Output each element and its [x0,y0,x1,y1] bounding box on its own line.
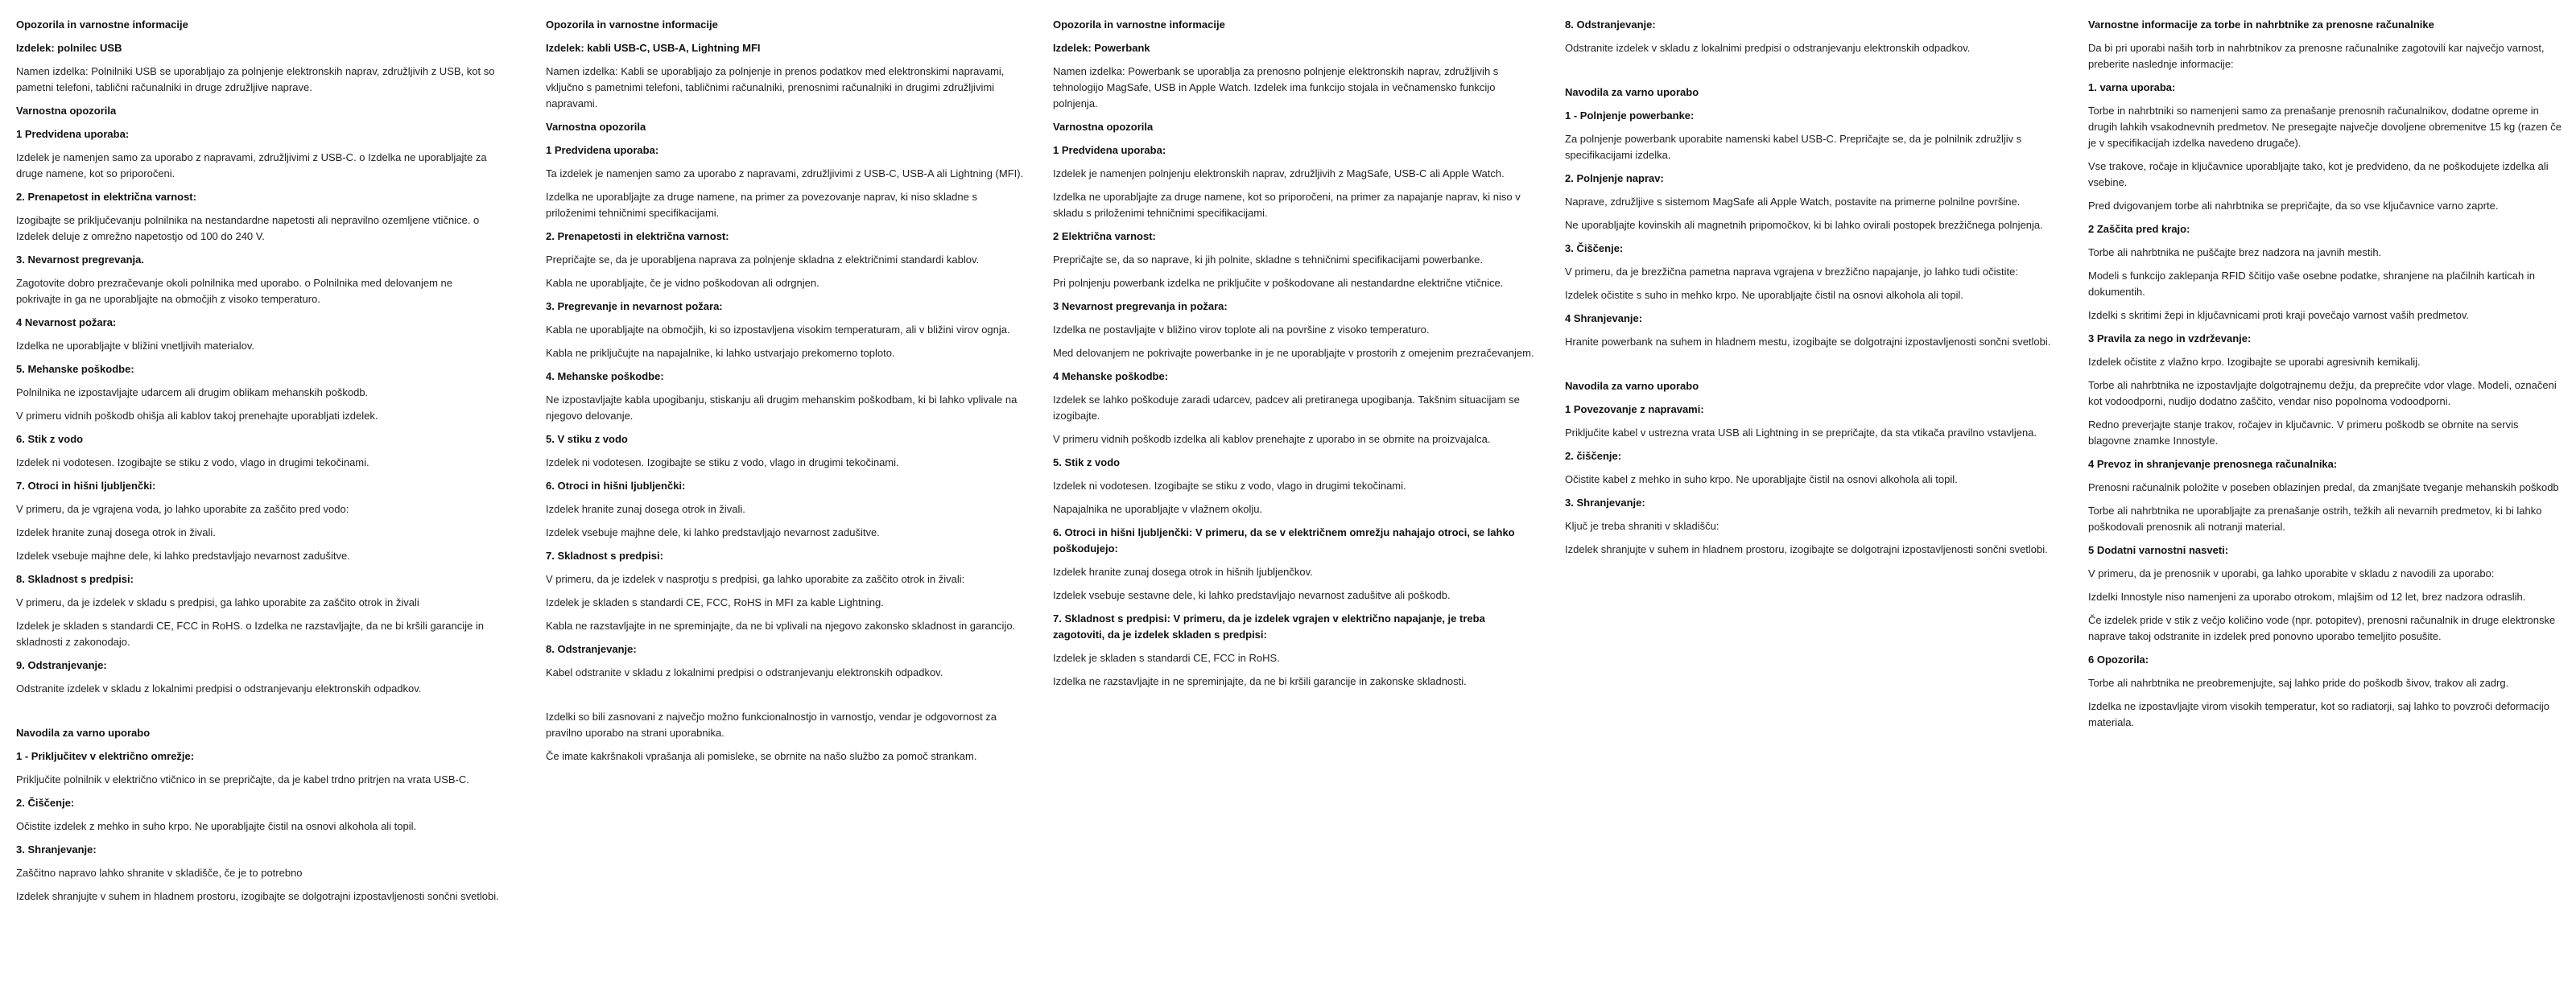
paragraph: V primeru, da je vgrajena voda, jo lahko uporabite za zaščito pred vodo: [16,503,349,515]
paragraph: Torbe ali nahrbtnika ne preobremenjujte, saj lahko pride do poškodb šivov, trakov ali zadrg. [2088,677,2509,689]
section-spacer [1565,357,2054,378]
section-heading: 1 Predvidena uporaba: [546,144,659,156]
section-heading: Varnostna opozorila [1053,121,1154,133]
section-heading: 6. Otroci in hišni ljubljenčki: [546,480,686,492]
paragraph: Očistite kabel z mehko in suho krpo. Ne uporabljajte čistil na osnovi alkohola ali topil. [1565,473,1958,485]
paragraph: Izdelek je skladen s standardi CE, FCC, RoHS in MFI za kable Lightning. [546,596,884,608]
paragraph: V primeru, da je prenosnik v uporabi, ga lahko uporabite v skladu z navodili za uporabo: [2088,567,2495,579]
section-heading: 2 Električna varnost: [1053,230,1156,242]
paragraph: Izdelek očistite s suho in mehko krpo. Ne uporabljajte čistil na osnovi alkohola ali topil. [1565,289,1963,301]
paragraph: Pri polnjenju powerbank izdelka ne priključite v poškodovane ali nestandardne električne vtičnice. [1053,277,1504,289]
section-heading: Izdelek: Powerbank [1053,42,1150,54]
paragraph: Prepričajte se, da je uporabljena naprava za polnjenje skladna z električnimi standardi kablov. [546,254,980,266]
section-heading: 2. Čiščenje: [16,797,75,809]
section-heading: 8. Skladnost s predpisi: [16,573,134,585]
paragraph: Izdelek vsebuje sestavne dele, ki lahko predstavljajo nevarnost zadušitve ali poškodb. [1053,589,1451,601]
paragraph: Izdelka ne uporabljajte za druge namene, na primer za povezovanje naprav, ki niso skladne s priloženimi tehničnimi specifikacijami. [546,191,977,219]
paragraph: Izdelki s skritimi žepi in ključavnicami proti kraji povečajo varnost vaših predmetov. [2088,309,2469,321]
section-heading: 6 Opozorila: [2088,653,2149,666]
section-heading: 2. Prenapetosti in električna varnost: [546,230,729,242]
paragraph: V primeru vidnih poškodb izdelka ali kablov prenehajte z uporabo in se obrnite na proizvajalca. [1053,433,1491,445]
section-heading: Varnostne informacije za torbe in nahrbtnike za prenosne računalnike [2088,19,2434,31]
paragraph: Za polnjenje powerbank uporabite namenski kabel USB-C. Prepričajte se, da je polnilnik združljiv s specifikacijami izdelka. [1565,133,2022,161]
section-heading: Navodila za varno uporabo [16,727,151,739]
section-heading: 5. V stiku z vodo [546,433,628,445]
paragraph: Kabel odstranite v skladu z lokalnimi predpisi o odstranjevanju elektronskih odpadkov. [546,666,943,678]
section-heading: 5. Mehanske poškodbe: [16,363,134,375]
paragraph: Izdelek hranite zunaj dosega otrok in hišnih ljubljenčkov. [1053,566,1313,578]
section-heading: Navodila za varno uporabo [1565,380,1699,392]
paragraph: Izdelka ne postavljajte v bližino virov toplote ali na površine z visoko temperaturo. [1053,324,1430,336]
column-usb-charger [16,17,499,912]
paragraph: Izogibajte se priključevanju polnilnika na nestandardne napetosti ali nepravilno ozemljene vtičnice. o Izdelek deluje z omrežno napetostjo od 100 do 240 V. [16,214,480,242]
paragraph: Kabla ne uporabljajte na območjih, ki so izpostavljena visokim temperaturam, ali v bližini virov ognja. [546,324,1010,336]
paragraph: Ne uporabljajte kovinskih ali magnetnih pripomočkov, ki bi lahko ovirali postopek brezžičnega polnjenja. [1565,219,2043,231]
paragraph: Torbe ali nahrbtnika ne uporabljajte za prenašanje ostrih, težkih ali nevarnih predmetov, ki bi lahko poškodovali prenosnik ali notranji material. [2088,505,2542,533]
paragraph: Izdelek shranjujte v suhem in hladnem prostoru, izogibajte se dolgotrajni izpostavljenosti sončni svetlobi. [16,890,499,902]
section-heading: 4 Mehanske poškodbe: [1053,370,1169,382]
section-heading: Opozorila in varnostne informacije [546,19,718,31]
paragraph: Kabla ne priključujte na napajalnike, ki lahko ustvarjajo prekomerno toploto. [546,347,895,359]
section-heading: 4 Shranjevanje: [1565,312,1643,324]
paragraph: Izdelka ne uporabljajte za druge namene, kot so priporočeni, na primer za napajanje naprav, ki niso v skladu s priloženimi tehničnimi specifikacijami. [1053,191,1521,219]
section-heading: 1 Predvidena uporaba: [1053,144,1166,156]
paragraph: Izdelek hranite zunaj dosega otrok in živali. [16,526,216,538]
section-heading: 1 - Priključitev v električno omrežje: [16,750,195,762]
section-heading: Izdelek: kabli USB-C, USB-A, Lightning MFI [546,42,761,54]
paragraph: Izdelek je skladen s standardi CE, FCC in RoHS. [1053,652,1280,664]
paragraph: Izdelek je namenjen polnjenju elektronskih naprav, združljivih z MagSafe, USB-C ali Apple Watch. [1053,167,1505,179]
section-heading: 6. Otroci in hišni ljubljenčki: V primeru, da se v električnem omrežju nahajajo otroci, se lahko poškodujejo: [1053,526,1515,555]
paragraph: Kabla ne uporabljajte, če je vidno poškodovan ali odrgnjen. [546,277,819,289]
section-heading: 3. Nevarnost pregrevanja. [16,254,144,266]
paragraph: Izdelek ni vodotesen. Izogibajte se stiku z vodo, vlago in drugimi tekočinami. [546,456,899,468]
paragraph: Izdelka ne razstavljajte in ne spreminjajte, da ne bi kršili garancije in zakonske skladnosti. [1053,675,1467,687]
section-heading: 1 Predvidena uporaba: [16,128,130,140]
paragraph: Prenosni računalnik položite v poseben oblazinjen predal, da zmanjšate tveganje mehanskih poškodb [2088,481,2559,493]
paragraph: Prepričajte se, da so naprave, ki jih polnite, skladne s tehničnimi specifikacijami powerbanke. [1053,254,1483,266]
section-heading: 5 Dodatni varnostni nasveti: [2088,544,2229,556]
paragraph: Odstranite izdelek v skladu z lokalnimi predpisi o odstranjevanju elektronskih odpadkov. [1565,42,1971,54]
section-heading: 7. Skladnost s predpisi: V primeru, da je izdelek vgrajen v električno napajanje, je treba zagotoviti, da je izdelek skladen s predpisi: [1053,612,1485,641]
section-heading: 1. varna uporaba: [2088,81,2176,93]
paragraph: Izdelka ne uporabljajte v bližini vnetljivih materialov. [16,340,255,352]
paragraph: Očistite izdelek z mehko in suho krpo. Ne uporabljajte čistil na osnovi alkohola ali topil. [16,820,417,832]
paragraph: Zaščitno napravo lahko shranite v skladišče, če je to potrebno [16,867,303,879]
paragraph: Izdelek se lahko poškoduje zaradi udarcev, padcev ali pretiranega upogibanja. Takšnim situacijam se izogibajte. [1053,394,1520,422]
paragraph: V primeru, da je brezžična pametna naprava vgrajena v brezžično napajanje, jo lahko tudi očistite: [1565,266,2018,278]
paragraph: Če izdelek pride v stik z večjo količino vode (npr. potopitev), prenosni računalnik in druge elektronske naprave takoj odstranite in izdelek pred ponovno uporabo temeljito posušite. [2088,614,2556,642]
section-heading: 9. Odstranjevanje: [16,659,107,671]
section-heading: 3 Nevarnost pregrevanja in požara: [1053,300,1228,312]
column-powerbank [1053,17,1536,697]
paragraph: Izdelek vsebuje majhne dele, ki lahko predstavljajo nevarnost zadušitve. [546,526,880,538]
paragraph: V primeru, da je izdelek v nasprotju s predpisi, ga lahko uporabite za zaščito otrok in živali: [546,573,965,585]
column-powerbank-usage [1565,17,2054,565]
section-heading: Opozorila in varnostne informacije [16,19,188,31]
section-heading: 7. Skladnost s predpisi: [546,550,663,562]
paragraph: Namen izdelka: Kabli se uporabljajo za polnjenje in prenos podatkov med elektronskimi napravami, vključno s pametnimi telefoni, tabličnimi računalniki, prenosnimi računalniki in drugimi združljivimi napravami. [546,65,1005,109]
paragraph: Izdelek je namenjen samo za uporabo z napravami, združljivimi z USB-C. o Izdelka ne uporabljajte za druge namene, kot so priporočeni. [16,151,487,179]
section-heading: 8. Odstranjevanje: [546,643,637,655]
paragraph: Da bi pri uporabi naših torb in nahrbtnikov za prenosne računalnike zagotovili kar največjo varnost, preberite naslednje informacije: [2088,42,2545,70]
paragraph: Priključite kabel v ustrezna vrata USB ali Lightning in se prepričajte, da sta vtikača pravilno vstavljena. [1565,427,2037,439]
paragraph: Hranite powerbank na suhem in hladnem mestu, izogibajte se dolgotrajni izpostavljenosti sončni svetlobi. [1565,336,2051,348]
paragraph: Ne izpostavljajte kabla upogibanju, stiskanju ali drugim mehanskim poškodbam, ki bi lahko vplivale na njegovo delovanje. [546,394,1018,422]
paragraph: Izdelek je skladen s standardi CE, FCC in RoHS. o Izdelka ne razstavljajte, da ne bi kršili garancije in skladnosti z zakonodajo. [16,620,484,648]
paragraph: Modeli s funkcijo zaklepanja RFID ščitijo vaše osebne podatke, shranjene na plačilnih karticah in dokumentih. [2088,270,2535,298]
section-heading: 3. Pregrevanje in nevarnost požara: [546,300,723,312]
paragraph: Naprave, združljive s sistemom MagSafe ali Apple Watch, postavite na primerne polnilne površine. [1565,196,2021,208]
paragraph: Ključ je treba shraniti v skladišču: [1565,520,1719,532]
section-heading: 1 - Polnjenje powerbanke: [1565,109,1695,122]
section-heading: 3. Shranjevanje: [1565,497,1645,509]
paragraph: Torbe in nahrbtniki so namenjeni samo za prenašanje prenosnih računalnikov, dodatne opreme in drugih lahkih vsakodnevnih predmetov. Ne presegajte največje dovoljene obremenitve 15 kg (razen če je v specifikacijah izdelka navedeno drugače). [2088,105,2562,149]
section-heading: 2. čiščenje: [1565,450,1622,462]
column-laptop-bags [2088,17,2562,738]
paragraph: V primeru, da je izdelek v skladu s predpisi, ga lahko uporabite za zaščito otrok in živali [16,596,419,608]
paragraph: Pred dvigovanjem torbe ali nahrbtnika se prepričajte, da so vse ključavnice varno zaprte. [2088,200,2499,212]
paragraph: Izdelki so bili zasnovani z največjo možno funkcionalnostjo in varnostjo, vendar je odgovornost za pravilno uporabo na strani uporabnika. [546,711,997,739]
paragraph: Odstranite izdelek v skladu z lokalnimi predpisi o odstranjevanju elektronskih odpadkov. [16,682,422,695]
paragraph: Če imate kakršnakoli vprašanja ali pomisleke, se obrnite na našo službo za pomoč strankam. [546,750,977,762]
paragraph: Priključite polnilnik v električno vtičnico in se prepričajte, da je kabel trdno pritrjen na vrata USB-C. [16,773,469,785]
paragraph: Zagotovite dobro prezračevanje okoli polnilnika med uporabo. o Polnilnika med delovanjem ne pokrivajte in ga ne uporabljajte na območjih z visoko temperaturo. [16,277,452,305]
section-heading: 2. Polnjenje naprav: [1565,172,1664,184]
paragraph: Napajalnika ne uporabljajte v vlažnem okolju. [1053,503,1263,515]
section-heading: 1 Povezovanje z napravami: [1565,403,1704,415]
section-heading: 4 Nevarnost požara: [16,316,117,328]
section-heading: Navodila za varno uporabo [1565,86,1699,98]
section-heading: 2 Zaščita pred krajo: [2088,223,2190,235]
section-heading: 3 Pravila za nego in vzdrževanje: [2088,332,2252,344]
section-heading: 3. Shranjevanje: [16,843,97,856]
section-heading: 4. Mehanske poškodbe: [546,370,664,382]
section-spacer [546,688,1029,709]
paragraph: Torbe ali nahrbtnika ne puščajte brez nadzora na javnih mestih. [2088,246,2382,258]
paragraph: Redno preverjajte stanje trakov, ročajev in ključavnic. V primeru poškodb se obrnite na servis blagovne znamke Innostyle. [2088,418,2519,447]
section-heading: Opozorila in varnostne informacije [1053,19,1225,31]
paragraph: Namen izdelka: Powerbank se uporablja za prenosno polnjenje elektronskih naprav, združljivih s tehnologijo MagSafe, USB in Apple Watch. Izdelek ima funkcijo stojala in večnamensko funkcijo polnjenja. [1053,65,1499,109]
paragraph: Torbe ali nahrbtnika ne izpostavljajte dolgotrajnemu dežju, da preprečite vdor vlage. Modeli, označeni kot vodoodporni, nudijo dodatno zaščito, vendar niso popolnoma vodoodporni. [2088,379,2557,407]
paragraph: Polnilnika ne izpostavljajte udarcem ali drugim oblikam mehanskih poškodb. [16,386,369,398]
section-heading: Izdelek: polnilec USB [16,42,122,54]
paragraph: V primeru vidnih poškodb ohišja ali kablov takoj prenehajte uporabljati izdelek. [16,410,378,422]
paragraph: Izdelki Innostyle niso namenjeni za uporabo otrokom, mlajšim od 12 let, brez nadzora odraslih. [2088,591,2526,603]
section-spacer [16,704,499,725]
paragraph: Namen izdelka: Polnilniki USB se uporabljajo za polnjenje elektronskih naprav, združljivih z USB, kot so pametni telefoni, tablični računalniki in druge združljive naprave. [16,65,495,93]
column-cables [546,17,1029,772]
paragraph: Izdelek hranite zunaj dosega otrok in živali. [546,503,745,515]
paragraph: Izdelek shranjujte v suhem in hladnem prostoru, izogibajte se dolgotrajni izpostavljenosti sončni svetlobi. [1565,543,2048,555]
section-heading: Varnostna opozorila [546,121,646,133]
section-heading: 6. Stik z vodo [16,433,84,445]
section-heading: Varnostna opozorila [16,105,117,117]
section-heading: 2. Prenapetost in električna varnost: [16,191,196,203]
paragraph: Izdelek očistite z vlažno krpo. Izogibajte se uporabi agresivnih kemikalij. [2088,356,2421,368]
section-spacer [1565,64,2054,85]
section-heading: 3. Čiščenje: [1565,242,1624,254]
paragraph: Ta izdelek je namenjen samo za uporabo z napravami, združljivimi z USB-C, USB-A ali Lightning (MFI). [546,167,1024,179]
paragraph: Izdelek ni vodotesen. Izogibajte se stiku z vodo, vlago in drugimi tekočinami. [16,456,369,468]
paragraph: Izdelka ne izpostavljajte virom visokih temperatur, kot so radiatorji, saj lahko to povzroči deformacijo materiala. [2088,700,2549,728]
section-heading: 8. Odstranjevanje: [1565,19,1656,31]
section-heading: 4 Prevoz in shranjevanje prenosnega računalnika: [2088,458,2338,470]
section-heading: 5. Stik z vodo [1053,456,1121,468]
paragraph: Kabla ne razstavljajte in ne spreminjajte, da ne bi vplivali na njegovo zakonsko skladnost in garancijo. [546,620,1016,632]
paragraph: Izdelek vsebuje majhne dele, ki lahko predstavljajo nevarnost zadušitve. [16,550,350,562]
section-heading: 7. Otroci in hišni ljubljenčki: [16,480,156,492]
paragraph: Izdelek ni vodotesen. Izogibajte se stiku z vodo, vlago in drugimi tekočinami. [1053,480,1406,492]
paragraph: Med delovanjem ne pokrivajte powerbanke in je ne uporabljajte v prostorih z omejenim prezračevanjem. [1053,347,1534,359]
paragraph: Vse trakove, ročaje in ključavnice uporabljajte tako, kot je predvideno, da ne poškodujete izdelka ali vsebine. [2088,160,2549,188]
